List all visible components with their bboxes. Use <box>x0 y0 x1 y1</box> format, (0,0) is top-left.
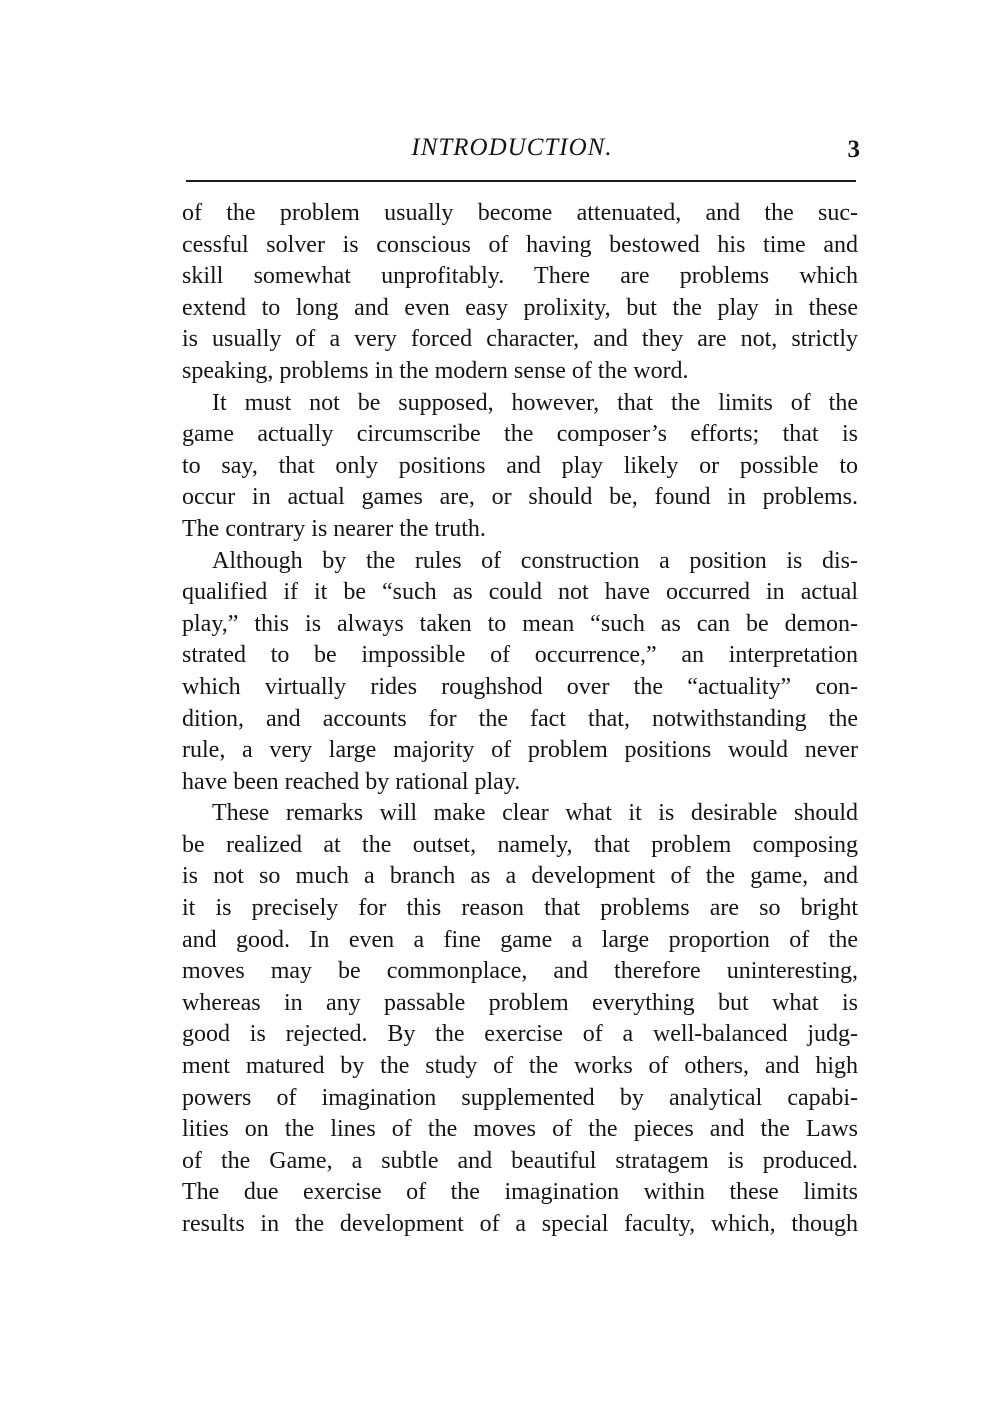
text-line: strated to be impossible of occurrence,” an interpretation <box>182 642 858 669</box>
text-line: extend to long and even easy prolixity, but the play in these <box>182 294 858 321</box>
text-line: is not so much a branch as a development of the game, and <box>182 863 858 890</box>
text-line: which virtually rides roughshod over the “actuality” con- <box>182 673 858 700</box>
text-line: results in the development of a special faculty, which, though <box>182 1211 858 1237</box>
paragraph <box>182 546 858 799</box>
text-line: dition, and accounts for the fact that, notwithstanding the <box>182 705 858 732</box>
text-line: speaking, problems in the modern sense of the word. <box>182 357 689 384</box>
paragraph <box>182 798 858 1240</box>
text-line: play,” this is always taken to mean “such as can be demon- <box>182 610 858 637</box>
text-line: occur in actual games are, or should be, found in problems. <box>182 484 858 511</box>
text-line: cessful solver is conscious of having bestowed his time and <box>182 231 858 258</box>
text-line: The due exercise of the imagination within these limits <box>182 1179 858 1206</box>
paragraph <box>182 198 858 388</box>
text-line: qualified if it be “such as could not have occurred in actual <box>182 579 858 606</box>
text-line: is usually of a very forced character, and they are not, strictly <box>182 326 858 353</box>
text-line: rule, a very large majority of problem positions would never <box>182 737 858 764</box>
header-rule <box>186 180 856 182</box>
text-line: good is rejected. By the exercise of a well-balanced judg- <box>182 1021 858 1048</box>
body-text <box>182 198 858 1241</box>
text-line: ment matured by the study of the works of others, and high <box>182 1053 858 1080</box>
text-line: These remarks will make clear what it is desirable should <box>212 800 858 827</box>
paragraph <box>182 388 858 546</box>
text-line: lities on the lines of the moves of the pieces and the Laws <box>182 1116 858 1143</box>
text-line: whereas in any passable problem everything but what is <box>182 989 858 1016</box>
text-line: it is precisely for this reason that problems are so bright <box>182 895 858 922</box>
text-line: It must not be supposed, however, that the limits of the <box>212 389 858 416</box>
text-line: and good. In even a fine game a large proportion of the <box>182 926 858 953</box>
text-line: of the Game, a subtle and beautiful stratagem is produced. <box>182 1147 858 1174</box>
text-line: of the problem usually become attenuated, and the suc- <box>182 200 858 226</box>
text-line: moves may be commonplace, and therefore uninteresting, <box>182 958 858 985</box>
running-head <box>182 134 860 174</box>
text-line: Although by the rules of construction a position is dis- <box>212 547 858 574</box>
text-line: be realized at the outset, namely, that problem composing <box>182 831 858 858</box>
text-line: The contrary is nearer the truth. <box>182 515 486 542</box>
text-line: skill somewhat unprofitably. There are problems which <box>182 263 858 290</box>
text-line: have been reached by rational play. <box>182 768 521 795</box>
text-line: game actually circumscribe the composer’s efforts; that is <box>182 421 858 448</box>
text-line: powers of imagination supplemented by analytical capabi- <box>182 1084 858 1111</box>
text-line: to say, that only positions and play likely or possible to <box>182 452 858 479</box>
page-number: 3 <box>847 136 860 163</box>
running-title: INTRODUCTION. <box>411 134 613 161</box>
